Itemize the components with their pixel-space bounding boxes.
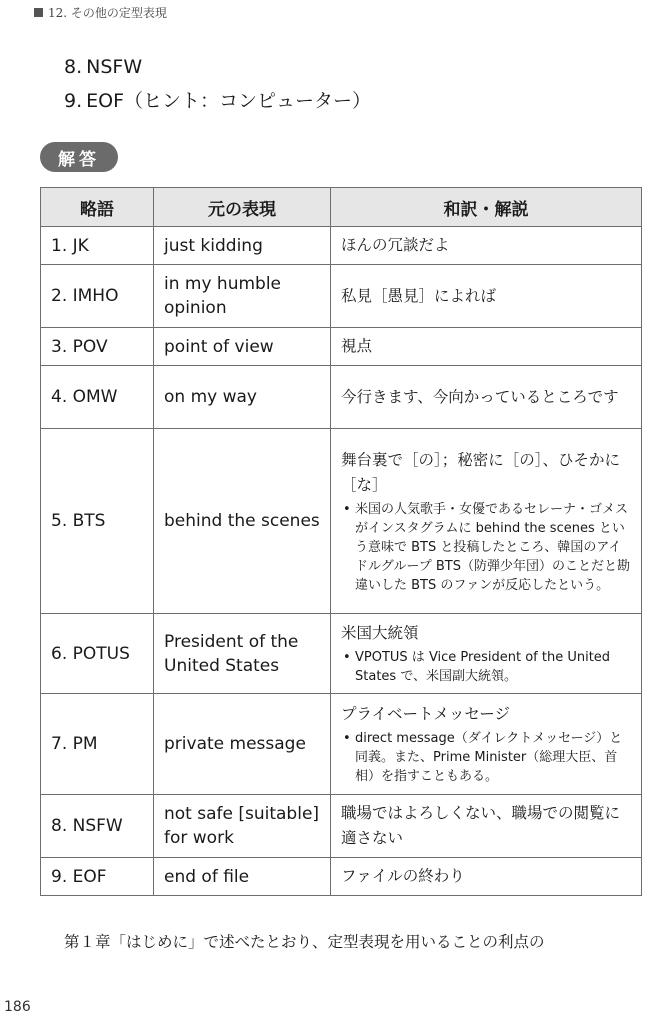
gloss-text: 職場ではよろしくない、職場での閲覧に適さない xyxy=(341,804,621,847)
remaining-questions xyxy=(64,50,371,118)
running-head xyxy=(34,4,167,21)
question-text: NSFW xyxy=(86,56,143,78)
header-abbreviation: 略語 xyxy=(41,188,154,227)
abbr-cell: 3. POV xyxy=(41,328,154,366)
gloss-cell xyxy=(331,795,642,858)
question-number: 9. xyxy=(64,90,83,112)
question-item xyxy=(64,50,371,84)
gloss-cell xyxy=(331,694,642,795)
answers-table xyxy=(40,187,642,896)
gloss-cell xyxy=(331,265,642,328)
original-cell: end of file xyxy=(154,858,331,896)
gloss-note-text: VPOTUS は Vice President of the United States で、米国副大統領。 xyxy=(355,650,611,684)
gloss-cell xyxy=(331,328,642,366)
bullet-icon: • xyxy=(343,501,351,517)
abbr-cell: 9. EOF xyxy=(41,858,154,896)
gloss-text: 今行きます、今向かっているところです xyxy=(341,387,619,406)
gloss-note-text: 米国の人気歌手・女優であるセレーナ・ゴメスがインスタグラムに behind the scenes という意味で BTS と投稿したところ、韓国のアイドルグループ BTS（防弾少年団）のことだと勘違いした BTS のファンが反応したという。 xyxy=(355,501,630,593)
table-row xyxy=(41,858,642,896)
original-cell: President of the United States xyxy=(154,614,331,694)
table-row xyxy=(41,366,642,429)
gloss-cell xyxy=(331,366,642,429)
header-translation: 和訳・解説 xyxy=(331,188,642,227)
question-number: 8. xyxy=(64,56,83,78)
gloss-note xyxy=(341,729,631,786)
original-cell: just kidding xyxy=(154,227,331,265)
question-text: EOF（ヒント：コンピューター） xyxy=(86,90,372,112)
gloss-text: ファイルの終わり xyxy=(341,867,465,885)
question-item xyxy=(64,84,371,118)
abbr-cell: 5. BTS xyxy=(41,429,154,614)
gloss-text: 私見［愚見］によれば xyxy=(341,286,497,305)
bullet-icon: • xyxy=(343,731,351,746)
gloss-text: ほんの冗談だよ xyxy=(341,236,450,254)
table-row xyxy=(41,227,642,265)
running-head-square-icon xyxy=(34,8,43,17)
gloss-note xyxy=(341,500,631,595)
page-number: 186 xyxy=(4,999,31,1015)
abbr-cell: 1. JK xyxy=(41,227,154,265)
bullet-icon: • xyxy=(343,650,351,665)
original-cell: behind the scenes xyxy=(154,429,331,614)
abbr-cell: 2. IMHO xyxy=(41,265,154,328)
gloss-note-text: direct message（ダイレクトメッセージ）と同義。また、Prime Minister（総理大臣、首相）を指すこともある。 xyxy=(355,731,623,784)
gloss-note xyxy=(341,648,631,686)
original-cell: on my way xyxy=(154,366,331,429)
table-row xyxy=(41,795,642,858)
gloss-text: 米国大統領 xyxy=(341,624,419,642)
gloss-cell xyxy=(331,858,642,896)
table-row xyxy=(41,429,642,614)
gloss-cell xyxy=(331,429,642,614)
original-cell: private message xyxy=(154,694,331,795)
gloss-cell xyxy=(331,227,642,265)
table-row xyxy=(41,694,642,795)
original-cell: point of view xyxy=(154,328,331,366)
gloss-cell xyxy=(331,614,642,694)
gloss-text: プライベートメッセージ xyxy=(341,705,510,723)
table-header-row xyxy=(41,188,642,227)
abbr-cell: 4. OMW xyxy=(41,366,154,429)
abbr-cell: 8. NSFW xyxy=(41,795,154,858)
closing-paragraph: 第１章「はじめに」で述べたとおり、定型表現を用いることの利点の xyxy=(64,933,545,951)
original-cell: in my humble opinion xyxy=(154,265,331,328)
abbr-cell: 6. POTUS xyxy=(41,614,154,694)
gloss-text: 舞台裏で［の］；秘密に［の］、ひそかに［な］ xyxy=(341,450,621,494)
answer-badge: 解答 xyxy=(40,142,118,172)
header-original-expression: 元の表現 xyxy=(154,188,331,227)
table-row xyxy=(41,614,642,694)
running-head-text: 12. その他の定型表現 xyxy=(48,6,167,20)
table-row xyxy=(41,328,642,366)
abbr-cell: 7. PM xyxy=(41,694,154,795)
table-row xyxy=(41,265,642,328)
gloss-text: 視点 xyxy=(341,337,373,355)
original-cell: not safe [suitable] for work xyxy=(154,795,331,858)
